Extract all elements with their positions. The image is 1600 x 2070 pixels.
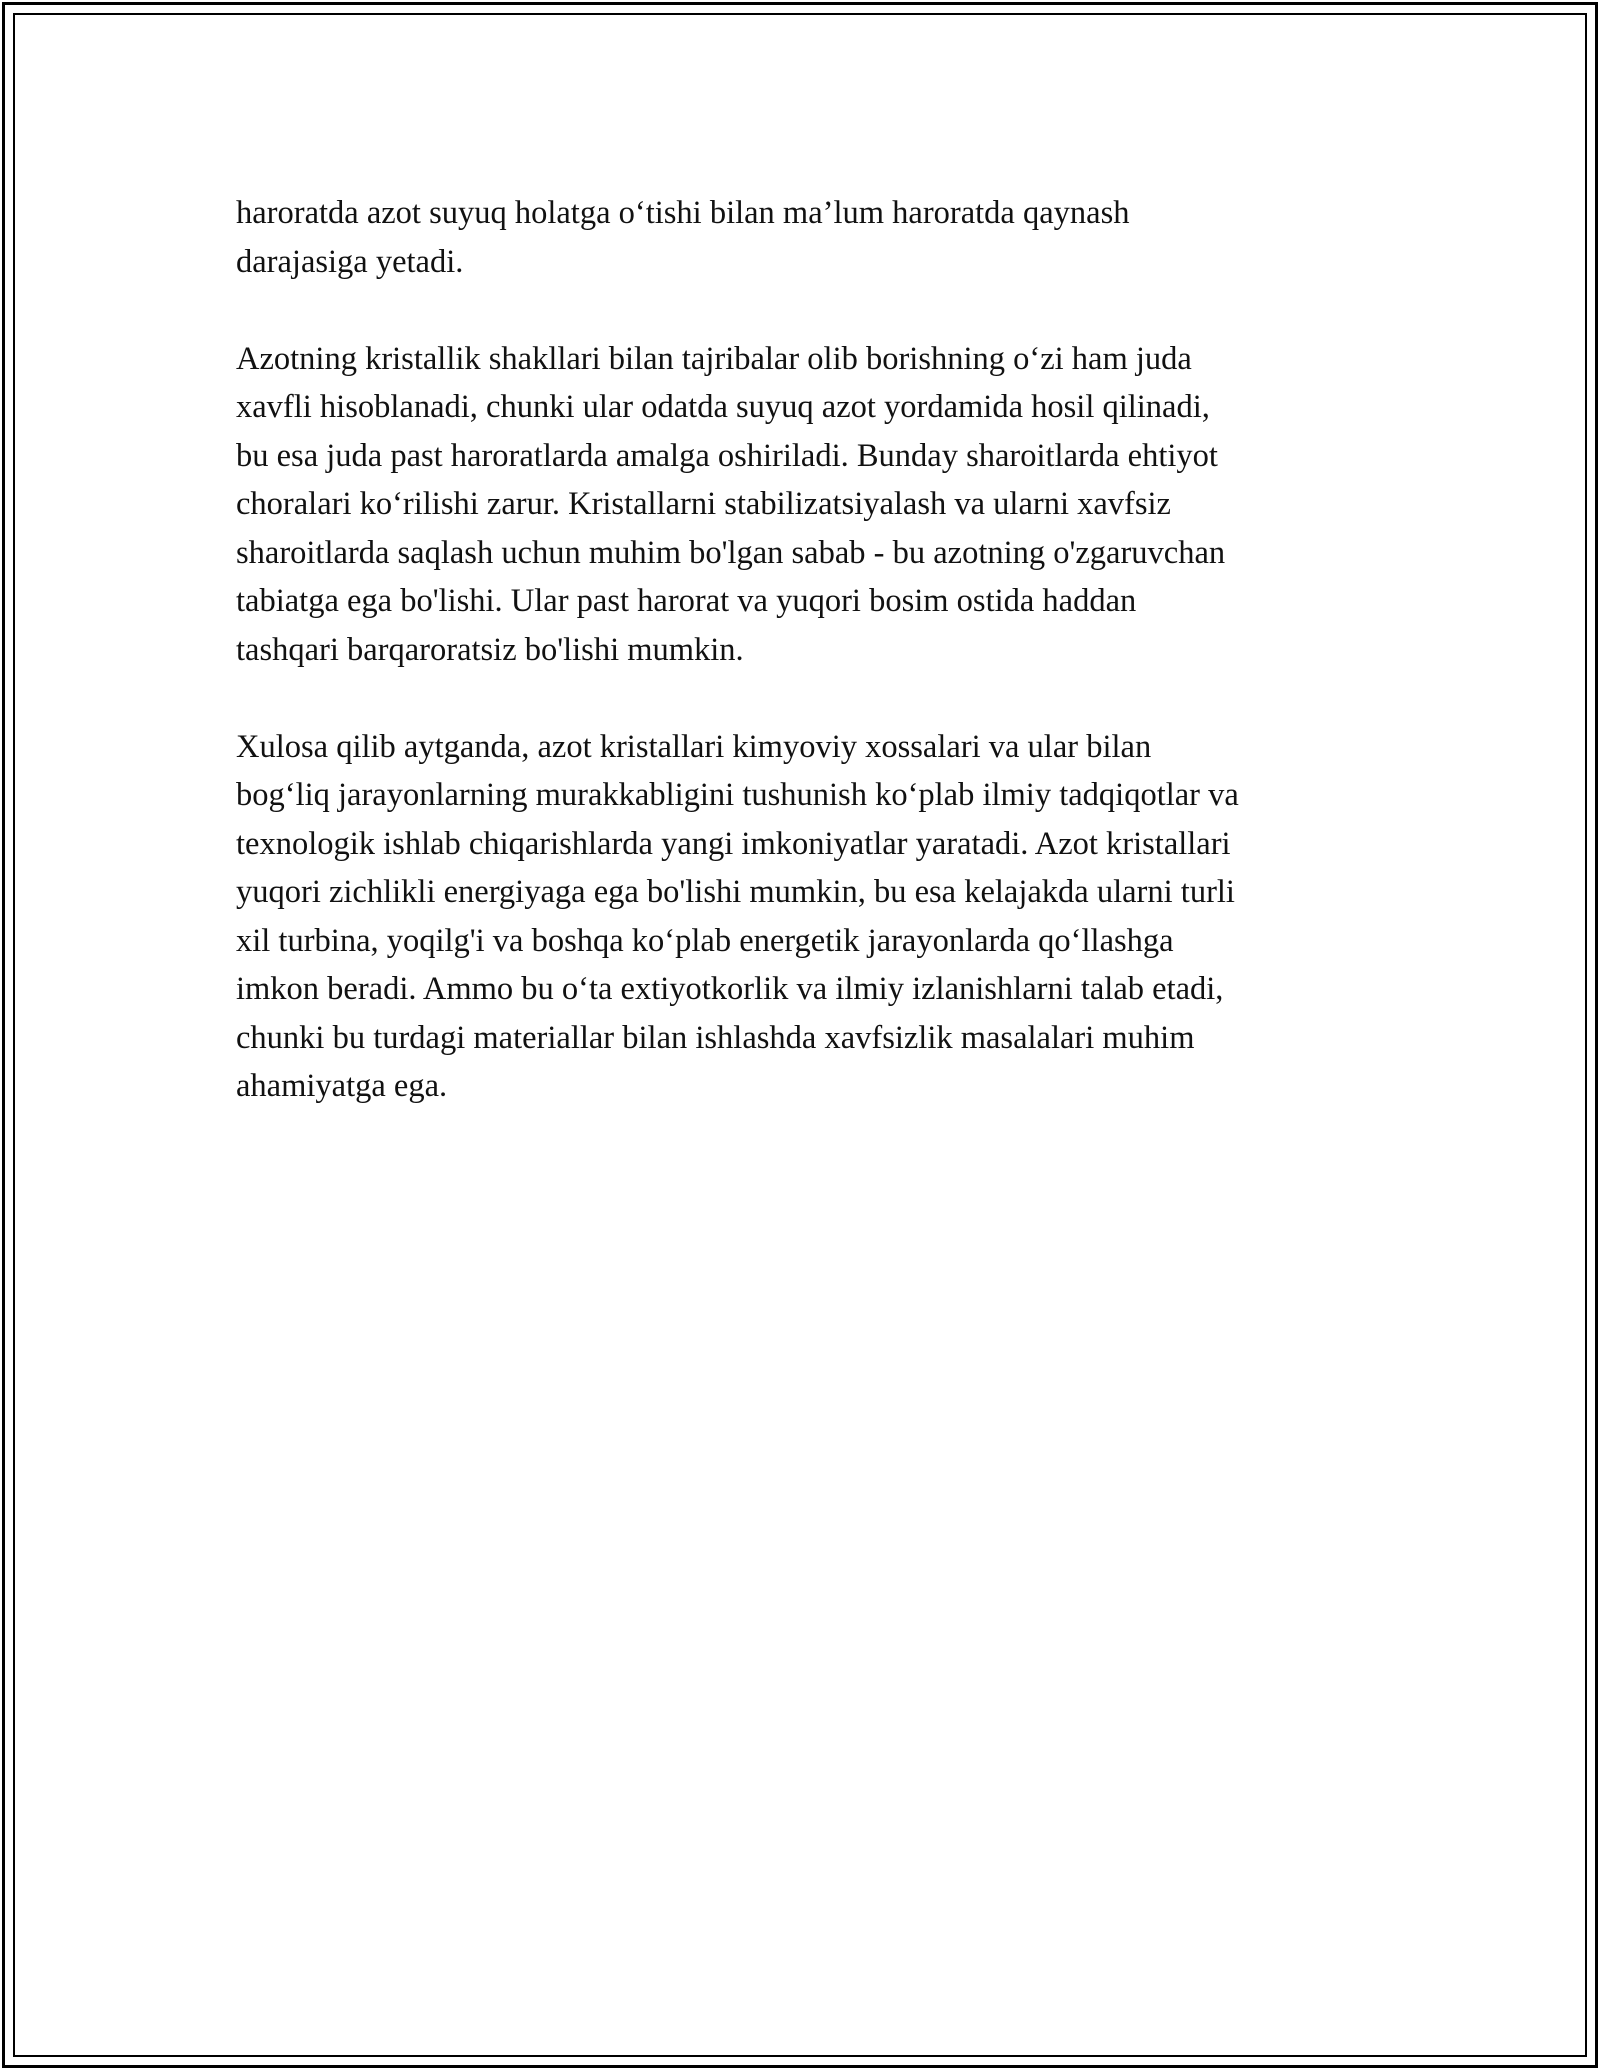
paragraph-2: Azotning kristallik shakllari bilan tajribalar olib borishning o‘zi ham juda xavfli hisoblanadi, chunki ular odatda suyuq azot yordamida hosil qilinadi, bu esa juda past haroratlarda amalga oshiriladi. Bunday sharoitlarda ehtiyot choralari ko‘rilishi zarur. Kristallarni stabilizatsiyalash va ularni xavfsiz sharoitlarda saqlash uchun muhim bo'lgan sabab - bu azotning o'zgaruvchan tabiatga ega bo'lishi. Ular past harorat va yuqori bosim ostida haddan tashqari barqaroratsiz bo'lishi mumkin. — [236, 340, 1226, 668]
paragraph-1: haroratda azot suyuq holatga o‘tishi bilan ma’lum haroratda qaynash darajasiga yetadi. — [236, 195, 1130, 280]
document-body — [236, 189, 1386, 1159]
paragraph-3: Xulosa qilib aytganda, azot kristallari kimyoviy xossalari va ular bilan bog‘liq jarayonlarning murakkabligini tushunish ko‘plab ilmiy tadqiqotlar va texnologik ishlab chiqarishlarda yangi imkoniyatlar yaratadi. Azot kristallari yuqori zichlikli energiyaga ega bo'lishi mumkin, bu esa kelajakda ularni turli xil turbina, yoqilg'i va boshqa ko‘plab energetik jarayonlarda qo‘llashga imkon beradi. Ammo bu o‘ta extiyotkorlik va ilmiy izlanishlarni talab etadi, chunki bu turdagi materiallar bilan ishlashda xavfsizlik masalalari muhim ahamiyatga ega. — [236, 728, 1239, 1104]
